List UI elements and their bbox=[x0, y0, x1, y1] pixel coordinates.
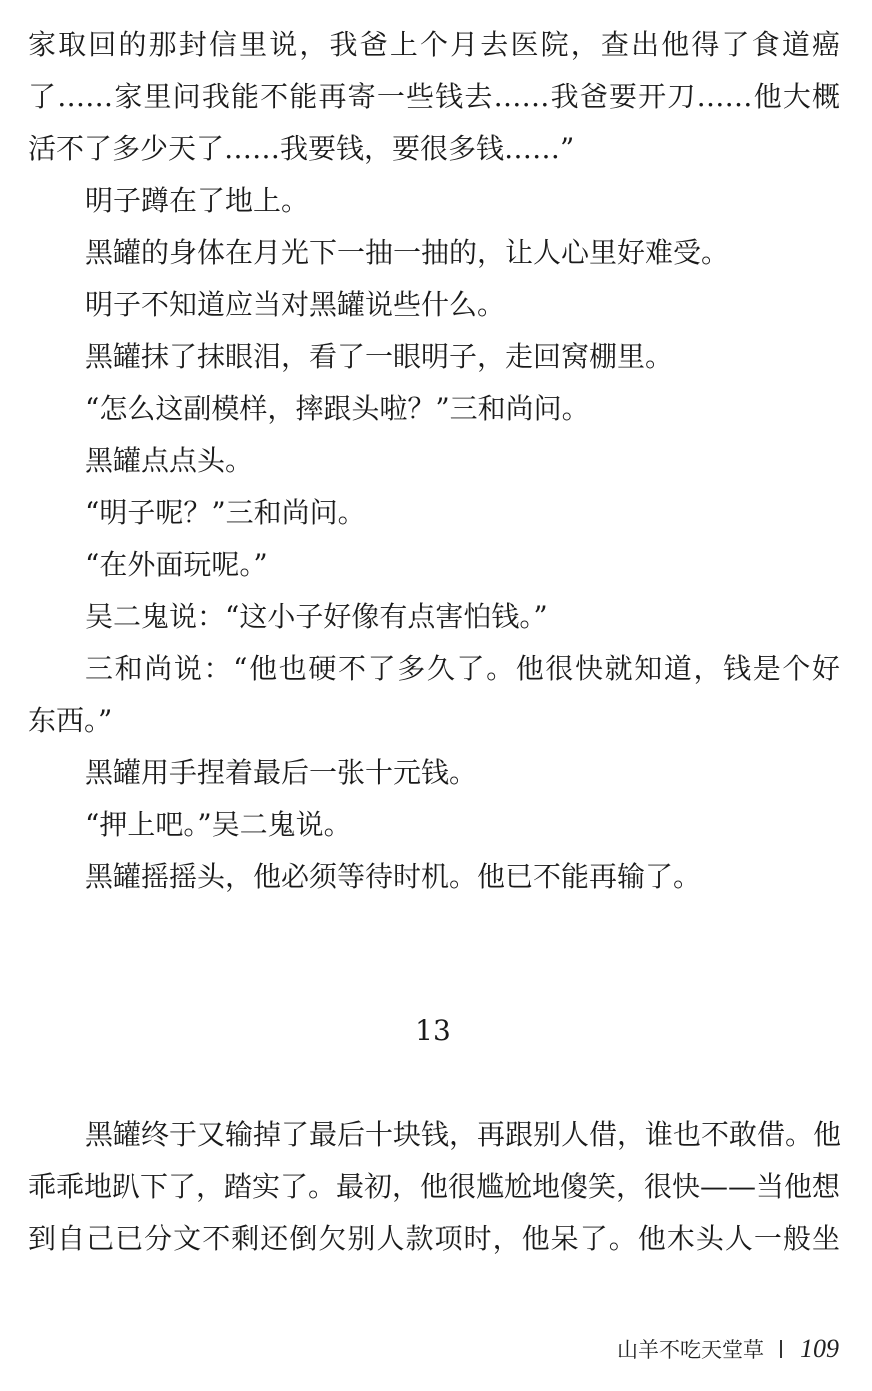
text-line: 乖乖地趴下了，踏实了。最初，他很尴尬地傻笑，很快——当他想 bbox=[28, 1170, 841, 1203]
text-line: 东西。” bbox=[28, 704, 113, 737]
running-book-title: 山羊不吃天堂草 bbox=[617, 1338, 764, 1362]
text-line: 黑罐点点头。 bbox=[85, 444, 254, 477]
text-line: 家取回的那封信里说，我爸上个月去医院，查出他得了食道癌 bbox=[28, 28, 840, 61]
text-line: “明子呢？”三和尚问。 bbox=[85, 496, 366, 529]
text-line: 黑罐的身体在月光下一抽一抽的，让人心里好难受。 bbox=[85, 236, 730, 269]
text-line: 活不了多少天了……我要钱，要很多钱……” bbox=[28, 132, 575, 165]
text-line: 黑罐终于又输掉了最后十块钱，再跟别人借，谁也不敢借。他 bbox=[85, 1118, 842, 1151]
text-line: 黑罐摇摇头，他必须等待时机。他已不能再输了。 bbox=[85, 860, 702, 893]
text-line: 了……家里问我能不能再寄一些钱去……我爸要开刀……他大概 bbox=[28, 80, 840, 113]
text-line: 到自己已分文不剩还倒欠别人款项时，他呆了。他木头人一般坐 bbox=[28, 1222, 840, 1255]
text-line: 黑罐抹了抹眼泪，看了一眼明子，走回窝棚里。 bbox=[85, 340, 674, 373]
page-number: 109 bbox=[800, 1334, 839, 1363]
text-line: 明子蹲在了地上。 bbox=[85, 184, 310, 217]
text-line: 黑罐用手捏着最后一张十元钱。 bbox=[85, 756, 478, 789]
text-line: 三和尚说：“他也硬不了多久了。他很快就知道，钱是个好 bbox=[85, 652, 840, 685]
footer-divider bbox=[780, 1340, 782, 1358]
page-footer bbox=[617, 1333, 839, 1366]
text-line: 吴二鬼说：“这小子好像有点害怕钱。” bbox=[85, 600, 548, 633]
text-line: “押上吧。”吴二鬼说。 bbox=[85, 808, 352, 841]
chapter-number: 13 bbox=[415, 1014, 451, 1047]
text-line: “在外面玩呢。” bbox=[85, 548, 268, 581]
text-line: 明子不知道应当对黑罐说些什么。 bbox=[85, 288, 506, 321]
text-line: “怎么这副模样，摔跟头啦？”三和尚问。 bbox=[85, 392, 590, 425]
